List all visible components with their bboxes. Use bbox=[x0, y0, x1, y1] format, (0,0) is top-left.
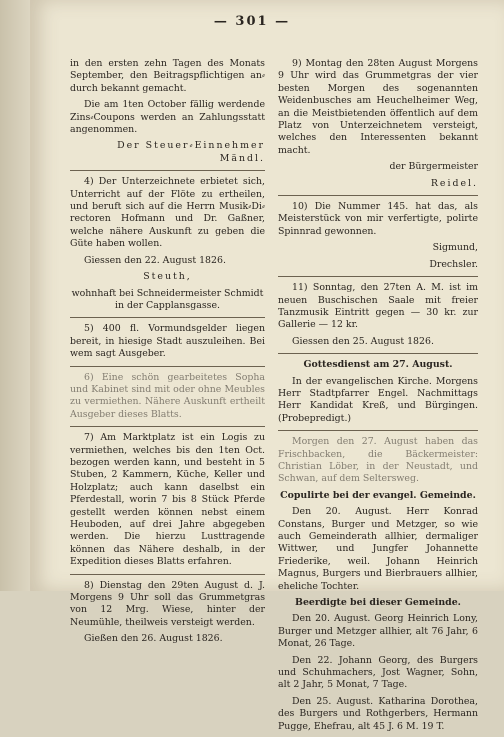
divider bbox=[70, 574, 265, 575]
right-column bbox=[278, 58, 478, 737]
burial-2: Den 22. Johann Georg, des Burgers und Schuhmachers, Jost Wagner, Sohn, alt 2 Jahr, 5 Monat, 7 Tage. bbox=[278, 654, 478, 691]
left-column bbox=[70, 58, 265, 650]
ad-4-address: wohnhaft bei Schneidermeister Schmidt in der Capplansgasse. bbox=[71, 287, 264, 311]
ad-7-lodging: 7) Am Marktplatz ist ein Logis zu vermiethen, welches bis den 1ten Oct. bezogen werden kann, und besteht in 5 Stuben, 2 Kammern, Küche, Keller und Holzplatz; auch kann daselbst ein Pferdestall, worin 7 bis 8 Stück Pferde gestellt werden können nebst einem Heuboden, auf drei Jahre abgegeben werden. Die hierzu Lusttragende können das Nähere deshalb, in der Expedition dieses Blatts erfahren. bbox=[70, 432, 265, 568]
worship-heading: Gottesdienst am 27. August. bbox=[303, 359, 453, 371]
divider bbox=[70, 366, 265, 367]
divider bbox=[278, 430, 478, 431]
ad-4-date: Giessen den 22. August 1826. bbox=[84, 254, 226, 266]
ad-8-auction: 8) Dienstag den 29ten August d. J. Morgens 9 Uhr soll das Grummetgras von 12 Mrg. Wiese, hinter der Neumühle, theilweis versteigt werden. bbox=[70, 579, 265, 628]
burial-3: Den 25. August. Katharina Dorothea, des Burgers und Rothgerbers, Hermann Pugge, Ehefrau, alt 45 J. 6 M. 19 T. bbox=[278, 695, 478, 732]
ad-6-rental: 6) Eine schön gearbeitetes Sopha und Kabinet sind mit oder ohne Meubles zu vermiethen. Nähere Auskunft ertheilt Ausgeber dieses Blatts. bbox=[70, 371, 265, 420]
ad-9-signature-name: Reidel. bbox=[430, 177, 478, 189]
ad-4-name: Steuth, bbox=[143, 271, 192, 283]
tax-collector-signature: Der Steuer⸗Einnehmer Mändl. bbox=[117, 140, 265, 164]
divider bbox=[70, 317, 265, 318]
book-binding bbox=[0, 0, 30, 591]
ad-5-guardianship-funds: 5) 400 fl. Vormundsgelder liegen bereit, in hiesige Stadt auszuleihen. Bei wem sagt Ausgeber. bbox=[70, 323, 265, 360]
marriages-heading: Copulirte bei der evangel. Gemeinde. bbox=[280, 489, 476, 501]
divider bbox=[278, 276, 478, 277]
divider bbox=[278, 353, 478, 354]
ad-10-spinning-wheel: 10) Die Nummer 145. hat das, als Meisterstück von mir verfertigte, polirte Spinnrad gewonnen. bbox=[278, 201, 478, 237]
worship-text: In der evangelischen Kirche. Morgens Herr Stadtpfarrer Engel. Nachmittags Herr Kandidat Kreß, und Bürgingen. (Probepredigt.) bbox=[278, 375, 478, 424]
coupon-notice: Die am 1ten October fällig werdende Zins⸗Coupons werden an Zahlungsstatt angenommen. bbox=[70, 99, 265, 136]
tax-notice-text: in den ersten zehn Tagen des Monats September, den Beitragspflichtigen an⸗ durch bekannt gemacht. bbox=[70, 58, 265, 94]
ad-8-date: Gießen den 26. August 1826. bbox=[84, 633, 223, 645]
burials-heading: Beerdigte bei dieser Gemeinde. bbox=[295, 597, 461, 609]
divider bbox=[70, 426, 265, 427]
ad-10-signature-name: Sigmund, bbox=[432, 242, 478, 254]
divider bbox=[70, 170, 265, 171]
ad-4-flute-lessons: 4) Der Unterzeichnete erbietet sich, Unterricht auf der Flöte zu ertheilen, und beruft sich auf die Herrn Musik⸗Di⸗ rectoren Hofmann und Dr. Gaßner, welche nähere Auskunft zu geben die Güte haben wollen. bbox=[70, 176, 265, 250]
ad-11-dance: 11) Sonntag, den 27ten A. M. ist im neuen Buschischen Saale mit freier Tanzmusik Eintritt gegen — 30 kr. zur Gallerie — 12 kr. bbox=[278, 282, 478, 331]
bakers-notice: Morgen den 27. August haben das Frischbacken, die Bäckermeister: Christian Löber, in der Neustadt, und Schwan, auf dem Seltersweg. bbox=[278, 436, 478, 485]
ad-10-signature-title: Drechsler. bbox=[429, 258, 478, 270]
burial-1: Den 20. August. Georg Heinrich Lony, Burger und Metzger allhier, alt 76 Jahr, 6 Monat, 26 Tage. bbox=[278, 613, 478, 650]
ad-11-date: Giessen den 25. August 1826. bbox=[292, 335, 434, 347]
divider bbox=[278, 195, 478, 196]
ad-9-grass-auction: 9) Montag den 28ten August Morgens 9 Uhr wird das Grummetgras der vier besten Morgen des sogenannten Weidenbusches am Heuchelheimer Weg, an die Meistbietenden öffentlich auf dem Platz von Unterzeichnetem versteigt, welches den Interessenten bekannt macht. bbox=[278, 58, 478, 156]
ad-9-signature-title: der Bürgermeister bbox=[389, 161, 478, 173]
marriages-text: Den 20. August. Herr Konrad Constans, Burger und Metzger, so wie auch Gemeinderath allhier, dermaliger Wittwer, und Jungfer Johannette Friederike, weil. Johann Heinrich Magnus, Burgers und Bierbrauers allhier, eheliche Tochter. bbox=[278, 506, 478, 592]
page-number: — 301 — bbox=[213, 14, 291, 29]
